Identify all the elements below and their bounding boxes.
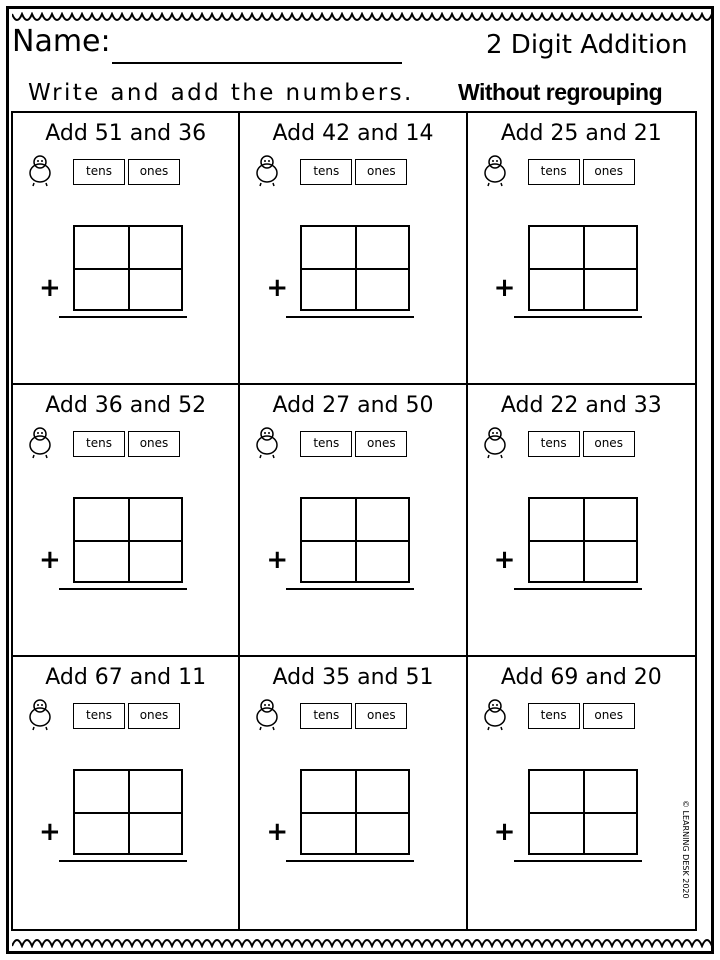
problem-cell-7 (13, 657, 240, 929)
answer-boxes[interactable] (300, 497, 410, 583)
problem-cell-6 (468, 385, 695, 657)
row-divider (302, 540, 408, 542)
sum-line (286, 588, 414, 590)
problem-cell-5 (240, 385, 467, 657)
ones-label: ones (355, 159, 407, 185)
problem-text: Add 69 and 20 (500, 665, 662, 690)
tens-label: tens (528, 703, 580, 729)
answer-boxes[interactable] (300, 769, 410, 855)
snail-icon (250, 423, 284, 459)
ones-label: ones (355, 703, 407, 729)
answer-boxes[interactable] (528, 497, 638, 583)
bottom-scallop-border (12, 936, 714, 948)
problem-text: Add 27 and 50 (272, 393, 434, 418)
tens-label: tens (528, 431, 580, 457)
ones-label: ones (128, 431, 180, 457)
tens-label: tens (528, 159, 580, 185)
problem-text: Add 35 and 51 (272, 665, 434, 690)
answer-boxes[interactable] (73, 497, 183, 583)
worksheet-title: 2 Digit Addition (486, 30, 688, 60)
ones-label: ones (128, 703, 180, 729)
copyright-text: © LEARNING DESK 2020 (681, 800, 690, 899)
raccoon-icon (250, 695, 284, 731)
row-divider (530, 812, 636, 814)
row-divider (75, 812, 181, 814)
tens-label: tens (300, 431, 352, 457)
sum-line (59, 860, 187, 862)
problem-cell-4 (13, 385, 240, 657)
ones-label: ones (583, 431, 635, 457)
ones-label: ones (583, 703, 635, 729)
name-line[interactable] (112, 62, 402, 64)
sum-line (59, 316, 187, 318)
answer-boxes[interactable] (73, 225, 183, 311)
plus-sign: + (493, 545, 516, 575)
hedgehog-icon (23, 423, 57, 459)
row-divider (75, 540, 181, 542)
problem-text: Add 36 and 52 (45, 393, 207, 418)
sum-line (286, 860, 414, 862)
tens-label: tens (73, 703, 125, 729)
answer-boxes[interactable] (300, 225, 410, 311)
answer-boxes[interactable] (73, 769, 183, 855)
plus-sign: + (266, 273, 289, 303)
worksheet-subtitle: Without regrouping (458, 79, 663, 105)
bird-icon (23, 151, 57, 187)
top-scallop-border (12, 12, 714, 24)
answer-boxes[interactable] (528, 225, 638, 311)
problem-cell-8 (240, 657, 467, 929)
name-label: Name: (12, 24, 111, 59)
problem-cell-1 (13, 113, 240, 385)
plus-sign: + (39, 817, 61, 847)
answer-boxes[interactable] (528, 769, 638, 855)
fox-icon (23, 695, 57, 731)
tens-label: tens (300, 703, 352, 729)
problem-cell-2 (240, 113, 467, 385)
deer-icon (478, 151, 512, 187)
row-divider (530, 540, 636, 542)
sum-line (59, 588, 187, 590)
fawn-icon (478, 695, 512, 731)
plus-sign: + (266, 817, 289, 847)
plus-sign: + (39, 273, 61, 303)
ones-label: ones (128, 159, 180, 185)
problem-text: Add 51 and 36 (45, 121, 207, 146)
problem-cell-3 (468, 113, 695, 385)
instruction-text: Write and add the numbers. (28, 80, 414, 106)
plus-sign: + (39, 545, 61, 575)
sum-line (514, 588, 642, 590)
problem-text: Add 25 and 21 (500, 121, 662, 146)
rabbit-icon (478, 423, 512, 459)
problem-cell-9 (468, 657, 695, 929)
problem-text: Add 42 and 14 (272, 121, 434, 146)
plus-sign: + (493, 273, 516, 303)
row-divider (302, 812, 408, 814)
owl-icon (250, 151, 284, 187)
ones-label: ones (355, 431, 407, 457)
plus-sign: + (493, 817, 516, 847)
tens-label: tens (73, 159, 125, 185)
tens-label: tens (73, 431, 125, 457)
tens-label: tens (300, 159, 352, 185)
row-divider (75, 268, 181, 270)
row-divider (530, 268, 636, 270)
sum-line (514, 860, 642, 862)
problem-grid (11, 111, 697, 931)
sum-line (514, 316, 642, 318)
row-divider (302, 268, 408, 270)
ones-label: ones (583, 159, 635, 185)
problem-text: Add 67 and 11 (45, 665, 207, 690)
plus-sign: + (266, 545, 289, 575)
problem-text: Add 22 and 33 (500, 393, 662, 418)
sum-line (286, 316, 414, 318)
